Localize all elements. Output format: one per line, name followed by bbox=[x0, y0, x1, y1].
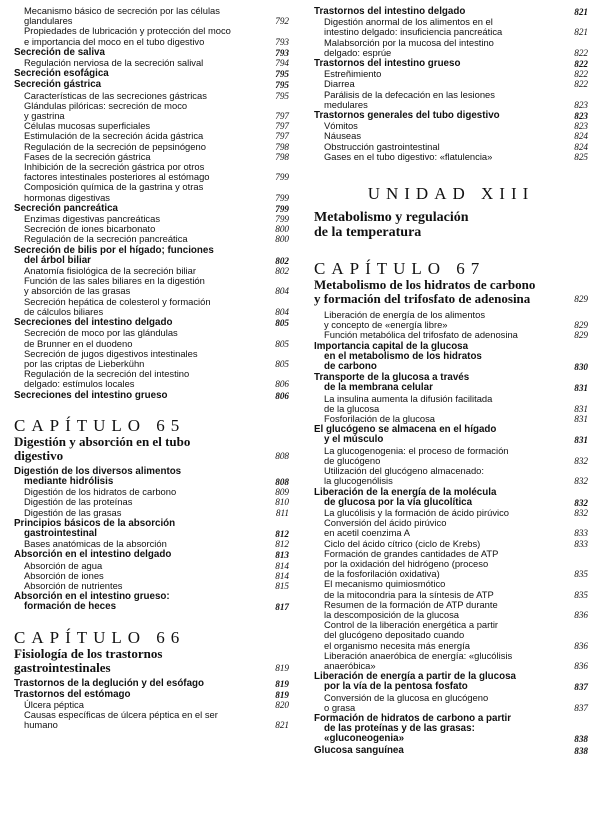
toc-entry-text: Secreción de jugos digestivos intestinales bbox=[24, 347, 198, 359]
toc-entry-text: formación de heces bbox=[24, 601, 117, 613]
page-number: 808 bbox=[275, 476, 289, 487]
toc-subsection-entry[interactable] bbox=[14, 101, 289, 121]
page-number: 830 bbox=[574, 362, 588, 373]
toc-section-entry[interactable] bbox=[14, 246, 289, 266]
page-number: 799 bbox=[275, 203, 289, 214]
toc-entry-text: Causas específicas de úlcera péptica en el ser bbox=[24, 709, 218, 721]
toc-entry-text: de glucógeno bbox=[324, 454, 381, 466]
toc-entry-text: y el músculo bbox=[324, 434, 384, 446]
toc-list-chapter-65 bbox=[14, 467, 289, 613]
chapter-title-line: Metabolismo de los hidratos de carbono bbox=[314, 277, 536, 293]
toc-subsection-entry[interactable] bbox=[14, 58, 289, 68]
toc-section-entry[interactable] bbox=[14, 592, 289, 612]
toc-entry-text: Obstrucción gastrointestinal bbox=[324, 140, 440, 152]
page-number: 823 bbox=[574, 99, 588, 110]
toc-entry-text: Absorción en el intestino delgado bbox=[14, 549, 172, 561]
page-number: 804 bbox=[275, 286, 289, 297]
toc-section-entry[interactable] bbox=[314, 672, 588, 692]
toc-subsection-entry[interactable] bbox=[14, 26, 289, 46]
toc-entry-text: Secreción de bilis por el hígado; funciones bbox=[14, 244, 214, 256]
toc-entry-text: Absorción de nutrientes bbox=[24, 579, 123, 591]
page-number: 836 bbox=[574, 640, 588, 651]
page-number: 829 bbox=[574, 294, 588, 305]
page-number: 825 bbox=[574, 151, 588, 162]
page-number: 814 bbox=[275, 560, 289, 571]
page-number: 814 bbox=[275, 570, 289, 581]
toc-section-entry[interactable] bbox=[314, 714, 588, 745]
page-number: 806 bbox=[275, 379, 289, 390]
toc-entry-text: Secreciones del intestino delgado bbox=[14, 317, 173, 329]
toc-subsection-entry[interactable] bbox=[14, 6, 289, 26]
page-number: 792 bbox=[275, 16, 289, 27]
page-number: 832 bbox=[574, 476, 588, 487]
page-number: 799 bbox=[275, 214, 289, 225]
toc-section-entry[interactable] bbox=[14, 467, 289, 487]
toc-entry-text: Trastornos del intestino delgado bbox=[314, 6, 466, 17]
page-number: 800 bbox=[275, 224, 289, 235]
unit-title bbox=[314, 210, 588, 240]
chapter-67-label: CAPÍTULO 67 bbox=[314, 259, 486, 279]
page-number: 820 bbox=[275, 699, 289, 710]
toc-entry-text: Células mucosas superficiales bbox=[24, 120, 151, 132]
toc-subsection-entry[interactable] bbox=[314, 446, 588, 466]
toc-entry-text: Función de las sales biliares en la digestión bbox=[24, 275, 205, 287]
toc-entry-text: del glucógeno depositado cuando bbox=[324, 629, 465, 641]
chapter-title-line: gastrointestinales bbox=[14, 659, 111, 675]
toc-section-entry[interactable] bbox=[314, 746, 588, 756]
page-number: 831 bbox=[574, 403, 588, 414]
toc-entry-text: Fases de la secreción gástrica bbox=[24, 150, 151, 162]
toc-entry-text: de cálculos biliares bbox=[24, 305, 104, 317]
toc-section-entry[interactable] bbox=[14, 519, 289, 539]
page-number: 821 bbox=[275, 720, 289, 731]
page-number: 795 bbox=[275, 69, 289, 80]
toc-entry-text: de la glucosa bbox=[324, 402, 380, 414]
toc-entry-text: Vómitos bbox=[324, 120, 358, 132]
page-number: 831 bbox=[574, 414, 588, 425]
toc-entry-text: o grasa bbox=[324, 701, 356, 713]
page-number: 819 bbox=[275, 678, 289, 689]
toc-entry-text: Malabsorción por la mucosa del intestino bbox=[324, 36, 494, 48]
page-number: 815 bbox=[275, 580, 289, 591]
toc-subsection-entry[interactable] bbox=[314, 394, 588, 414]
toc-entry-text: Úlcera péptica bbox=[24, 698, 84, 710]
toc-list-chapter-66 bbox=[14, 679, 289, 731]
toc-entry-text: gastrointestinal bbox=[24, 527, 97, 539]
page-number: 835 bbox=[574, 569, 588, 580]
page-number: 797 bbox=[275, 111, 289, 122]
toc-entry-text: Regulación de la secreción pancreática bbox=[24, 233, 188, 245]
chapter-title-line: digestivo bbox=[14, 447, 64, 463]
page-number: 837 bbox=[574, 682, 588, 693]
toc-entry-text: Digestión de los hidratos de carbono bbox=[24, 486, 177, 498]
toc-entry-text: Absorción de iones bbox=[24, 569, 104, 581]
toc-subsection-entry[interactable] bbox=[314, 310, 588, 330]
toc-entry-text: y concepto de «energía libre» bbox=[324, 319, 448, 331]
toc-list-chapter-66-continued bbox=[314, 7, 588, 162]
toc-entry-text: Transporte de la glucosa a través bbox=[314, 372, 470, 384]
page-number: 836 bbox=[574, 609, 588, 620]
toc-entry-text: Parálisis de la defecación en las lesiones bbox=[324, 88, 495, 100]
toc-entry-text: en el metabolismo de los hidratos bbox=[324, 350, 482, 362]
left-column bbox=[14, 6, 289, 731]
toc-entry-text: La glucogenogenia: el proceso de formación bbox=[324, 444, 509, 456]
toc-entry-text: Secreción pancreática bbox=[14, 202, 119, 214]
toc-entry-text: Secreción esofágica bbox=[14, 68, 109, 80]
toc-entry-text: de las proteínas y de las grasas: bbox=[324, 723, 475, 735]
toc-entry-text: Conversión del ácido pirúvico bbox=[324, 517, 447, 529]
toc-entry-text: medulares bbox=[324, 98, 368, 110]
toc-subsection-entry[interactable] bbox=[314, 620, 588, 651]
toc-entry-text: delgado: esprúe bbox=[324, 46, 392, 58]
page-number: 802 bbox=[275, 266, 289, 277]
toc-entry-text: la glucogenólisis bbox=[324, 475, 393, 487]
toc-section-entry[interactable] bbox=[314, 342, 588, 373]
toc-entry-text: por las criptas de Lieberkühn bbox=[24, 357, 145, 369]
toc-entry-text: Regulación nerviosa de la secreción salival bbox=[24, 57, 204, 69]
toc-section-entry[interactable] bbox=[314, 425, 588, 445]
toc-entry-text: el organismo necesita más energía bbox=[324, 639, 470, 651]
chapter-title-line: Digestión y absorción en el tubo bbox=[14, 433, 191, 449]
toc-entry-text: Enzimas digestivas pancreáticas bbox=[24, 213, 161, 225]
page-number: 832 bbox=[574, 455, 588, 466]
toc-section-entry[interactable] bbox=[14, 391, 289, 401]
toc-entry-text: Conversión de la glucosa en glucógeno bbox=[324, 691, 489, 703]
chapter-65-title[interactable] bbox=[14, 435, 289, 463]
toc-entry-text: Características de las secreciones gástricas bbox=[24, 89, 207, 101]
toc-entry-text: Secreción gástrica bbox=[14, 79, 102, 91]
page-number: 793 bbox=[275, 47, 289, 58]
toc-entry-text: Bases anatómicas de la absorción bbox=[24, 538, 167, 550]
page-number: 809 bbox=[275, 487, 289, 498]
toc-entry-text: Digestión de los diversos alimentos bbox=[14, 465, 182, 477]
toc-subsection-entry[interactable] bbox=[14, 349, 289, 369]
page-number: 823 bbox=[574, 111, 588, 122]
toc-entry-text: Liberación de energía de los alimentos bbox=[324, 309, 486, 321]
page-number: 821 bbox=[574, 7, 588, 17]
toc-subsection-entry[interactable] bbox=[14, 182, 289, 202]
page-number: 835 bbox=[574, 589, 588, 600]
toc-entry-text: de glucosa por la vía glucolítica bbox=[324, 496, 473, 508]
toc-entry-text: de la mitocondria para la síntesis de ATP bbox=[324, 588, 494, 600]
page-number: 823 bbox=[574, 121, 588, 132]
toc-entry-text: Regulación de la secreción del intestino bbox=[24, 368, 190, 380]
toc-section-entry[interactable] bbox=[314, 373, 588, 393]
toc-entry-text: Inhibición de la secreción gástrica por otros bbox=[24, 161, 205, 173]
page-number: 838 bbox=[574, 734, 588, 745]
toc-subsection-entry[interactable] bbox=[314, 414, 588, 424]
chapter-65-label: CAPÍTULO 65 bbox=[14, 415, 186, 435]
unit-label: UNIDAD XIII bbox=[367, 184, 535, 204]
toc-subsection-entry[interactable] bbox=[314, 69, 588, 79]
toc-entry-text: El glucógeno se almacena en el hígado bbox=[314, 424, 497, 436]
page-number: 794 bbox=[275, 58, 289, 69]
toc-subsection-entry[interactable] bbox=[314, 549, 588, 580]
toc-entry-text: Estreñimiento bbox=[324, 68, 382, 80]
page-number: 832 bbox=[574, 497, 588, 508]
toc-subsection-entry[interactable] bbox=[14, 581, 289, 591]
chapter-66-title[interactable] bbox=[14, 647, 289, 675]
page-number: 829 bbox=[574, 330, 588, 341]
toc-subsection-entry[interactable] bbox=[14, 328, 289, 348]
toc-subsection-entry[interactable] bbox=[14, 276, 289, 296]
toc-subsection-entry[interactable] bbox=[314, 693, 588, 713]
toc-entry-text: Trastornos del intestino grueso bbox=[314, 58, 461, 70]
page-number: 798 bbox=[275, 141, 289, 152]
toc-entry-text: Gases en el tubo digestivo: «flatulencia» bbox=[324, 150, 493, 162]
page-number: 821 bbox=[574, 27, 588, 38]
chapter-67-title[interactable] bbox=[314, 278, 588, 306]
toc-entry-text: Secreciones del intestino grueso bbox=[14, 389, 168, 401]
toc-entry-text: Glándulas pilóricas: secreción de moco bbox=[24, 99, 188, 111]
page-number: 833 bbox=[574, 528, 588, 539]
unit-title-line: de la temperatura bbox=[314, 225, 422, 241]
toc-entry-text: Secreción hepática de colesterol y formación bbox=[24, 295, 211, 307]
toc-entry-text: de la membrana celular bbox=[324, 382, 433, 394]
page-number: 805 bbox=[275, 358, 289, 369]
toc-entry-text: la descomposición de la glucosa bbox=[324, 608, 459, 620]
page-number: 797 bbox=[275, 121, 289, 132]
toc-entry-text: por la vía de la pentosa fosfato bbox=[324, 681, 468, 693]
toc-entry-text: La glucólisis y la formación de ácido pirúvico bbox=[324, 506, 509, 518]
page-number: 811 bbox=[275, 507, 289, 518]
toc-entry-text: Trastornos del estómago bbox=[14, 688, 131, 700]
toc-section-entry[interactable] bbox=[14, 679, 289, 689]
toc-entry-text: humano bbox=[24, 719, 58, 731]
chapter-66-label: CAPÍTULO 66 bbox=[14, 627, 186, 647]
toc-entry-text: Náuseas bbox=[324, 130, 362, 142]
toc-entry-text: Regulación de la secreción de pepsinógeno bbox=[24, 140, 206, 152]
toc-entry-text: e importancia del moco en el tubo digestivo bbox=[24, 35, 205, 47]
toc-entry-text: anaeróbica» bbox=[324, 659, 376, 671]
toc-entry-text: por la oxidación del hidrógeno (proceso bbox=[324, 557, 489, 569]
toc-list-chapter-67 bbox=[314, 310, 588, 756]
toc-entry-text: «gluconeogenia» bbox=[324, 733, 405, 745]
toc-entry-text: Secreción de iones bicarbonato bbox=[24, 223, 156, 235]
page-number: 805 bbox=[275, 338, 289, 349]
page-number: 829 bbox=[574, 320, 588, 331]
toc-entry-text: y gastrina bbox=[24, 110, 65, 122]
toc-entry-text: Glucosa sanguínea bbox=[314, 744, 404, 756]
toc-entry-text: Fosforilación de la glucosa bbox=[324, 413, 435, 425]
toc-entry-text: Mecanismo básico de secreción por las células bbox=[24, 5, 220, 16]
toc-entry-text: de la fosforilación oxidativa) bbox=[324, 568, 440, 580]
page-number: 833 bbox=[574, 538, 588, 549]
page-number: 822 bbox=[574, 59, 588, 70]
toc-entry-text: Secreción de saliva bbox=[14, 46, 105, 58]
toc-entry-text: Estimulación de la secreción ácida gástrica bbox=[24, 130, 204, 142]
page-number: 819 bbox=[275, 689, 289, 700]
toc-subsection-entry[interactable] bbox=[314, 651, 588, 671]
toc-entry-text: Utilización del glucógeno almacenado: bbox=[324, 465, 484, 477]
toc-entry-text: delgado: estímulos locales bbox=[24, 378, 135, 390]
toc-subsection-entry[interactable] bbox=[14, 369, 289, 389]
page-number: 808 bbox=[275, 450, 289, 461]
right-column bbox=[314, 6, 588, 756]
page-number: 813 bbox=[275, 550, 289, 561]
toc-entry-text: Digestión de las proteínas bbox=[24, 496, 133, 508]
toc-entry-text: Digestión de las grasas bbox=[24, 506, 122, 518]
toc-subsection-entry[interactable] bbox=[14, 497, 289, 507]
toc-entry-text: de carbono bbox=[324, 361, 377, 373]
toc-subsection-entry[interactable] bbox=[314, 466, 588, 486]
page-number: 793 bbox=[275, 36, 289, 47]
toc-subsection-entry[interactable] bbox=[14, 710, 289, 730]
toc-entry-text: Formación de hidratos de carbono a partir bbox=[314, 712, 512, 724]
toc-subsection-entry[interactable] bbox=[314, 579, 588, 599]
toc-entry-text: Propiedades de lubricación y protección del moco bbox=[24, 25, 231, 37]
page-number: 795 bbox=[275, 80, 289, 91]
toc-subsection-entry[interactable] bbox=[314, 38, 588, 58]
toc-entry-text: Liberación de la energía de la molécula bbox=[314, 486, 497, 498]
page-number: 810 bbox=[275, 497, 289, 508]
toc-entry-text: glandulares bbox=[24, 15, 73, 27]
toc-entry-text: de Brunner en el duodeno bbox=[24, 337, 133, 349]
page-number: 799 bbox=[275, 172, 289, 183]
toc-entry-text: Absorción de agua bbox=[24, 559, 103, 571]
chapter-title-line: y formación del trifosfato de adenosina bbox=[314, 291, 531, 307]
toc-entry-text: Resumen de la formación de ATP durante bbox=[324, 598, 498, 610]
page-number: 812 bbox=[275, 539, 289, 550]
toc-subsection-entry[interactable] bbox=[314, 17, 588, 37]
toc-entry-text: La insulina aumenta la difusión facilitada bbox=[324, 392, 493, 404]
page-number: 831 bbox=[574, 435, 588, 446]
chapter-title-line: Fisiología de los trastornos bbox=[14, 645, 163, 661]
page-number: 822 bbox=[574, 69, 588, 80]
toc-entry-text: en acetil coenzima A bbox=[324, 527, 410, 539]
page-number: 806 bbox=[275, 390, 289, 401]
toc-entry-text: Liberación anaeróbica de energía: «glucólisis bbox=[324, 649, 513, 661]
page-number: 831 bbox=[574, 383, 588, 394]
page-number: 795 bbox=[275, 90, 289, 101]
page-number: 838 bbox=[574, 745, 588, 756]
toc-entry-text: hormonas digestivas bbox=[24, 191, 110, 203]
page-number: 822 bbox=[574, 79, 588, 90]
toc-entry-text: del árbol biliar bbox=[24, 254, 91, 266]
toc-entry-text: Secreción de moco por las glándulas bbox=[24, 327, 178, 339]
page-number: 822 bbox=[574, 47, 588, 58]
toc-subsection-entry[interactable] bbox=[14, 508, 289, 518]
page-number: 836 bbox=[574, 660, 588, 671]
page-number: 817 bbox=[275, 602, 289, 613]
toc-section-entry[interactable] bbox=[314, 488, 588, 508]
page-number: 819 bbox=[275, 662, 289, 673]
toc-entry-text: y absorción de las grasas bbox=[24, 285, 131, 297]
toc-subsection-entry[interactable] bbox=[314, 518, 588, 538]
toc-entry-text: intestino delgado: insuficiencia pancreática bbox=[324, 26, 503, 38]
toc-entry-text: mediante hidrólisis bbox=[24, 475, 114, 487]
page-number: 837 bbox=[574, 702, 588, 713]
toc-entry-text: Diarrea bbox=[324, 78, 355, 90]
toc-list-continued bbox=[14, 6, 289, 401]
page-number: 800 bbox=[275, 234, 289, 245]
toc-entry-text: factores intestinales posteriores al estómago bbox=[24, 171, 210, 183]
toc-subsection-entry[interactable] bbox=[314, 600, 588, 620]
toc-subsection-entry[interactable] bbox=[14, 297, 289, 317]
toc-subsection-entry[interactable] bbox=[14, 234, 289, 244]
page-number: 824 bbox=[574, 141, 588, 152]
toc-entry-text: Formación de grandes cantidades de ATP bbox=[324, 547, 499, 559]
page-number: 804 bbox=[275, 306, 289, 317]
toc-entry-text: Principios básicos de la absorción bbox=[14, 517, 176, 529]
toc-entry-text: Trastornos de la deglución y del esófago bbox=[14, 677, 204, 689]
toc-entry-text: Anatomía fisiológica de la secreción biliar bbox=[24, 265, 196, 277]
toc-entry-text: Trastornos generales del tubo digestivo bbox=[314, 110, 500, 122]
toc-entry-text: Liberación de energía a partir de la glucosa bbox=[314, 671, 516, 683]
page-number: 797 bbox=[275, 131, 289, 142]
toc-entry-text: El mecanismo quimiosmótico bbox=[324, 578, 446, 590]
page-number: 832 bbox=[574, 507, 588, 518]
toc-subsection-entry[interactable] bbox=[314, 90, 588, 110]
unit-title-line: Metabolismo y regulación bbox=[314, 210, 469, 226]
toc-entry-text: Ciclo del ácido cítrico (ciclo de Krebs) bbox=[324, 537, 481, 549]
toc-entry-text: Importancia capital de la glucosa bbox=[314, 340, 469, 352]
toc-entry-text: Absorción en el intestino grueso: bbox=[14, 591, 170, 603]
toc-subsection-entry[interactable] bbox=[14, 162, 289, 182]
toc-entry-text: Función metabólica del trifosfato de adenosina bbox=[324, 329, 518, 341]
toc-section-entry[interactable] bbox=[14, 69, 289, 79]
toc-subsection-entry[interactable] bbox=[314, 330, 588, 340]
page-number: 799 bbox=[275, 192, 289, 203]
page-number: 802 bbox=[275, 255, 289, 266]
toc-entry-text: Composición química de la gastrina y otras bbox=[24, 181, 204, 193]
page-number: 798 bbox=[275, 151, 289, 162]
toc-entry-text: Control de la liberación energética a partir bbox=[324, 619, 499, 631]
page-number: 805 bbox=[275, 318, 289, 329]
toc-subsection-entry[interactable] bbox=[14, 539, 289, 549]
toc-entry-text: Digestión anormal de los alimentos en el bbox=[324, 16, 493, 28]
toc-subsection-entry[interactable] bbox=[314, 152, 588, 162]
page-number: 824 bbox=[574, 131, 588, 142]
page-number: 812 bbox=[275, 528, 289, 539]
